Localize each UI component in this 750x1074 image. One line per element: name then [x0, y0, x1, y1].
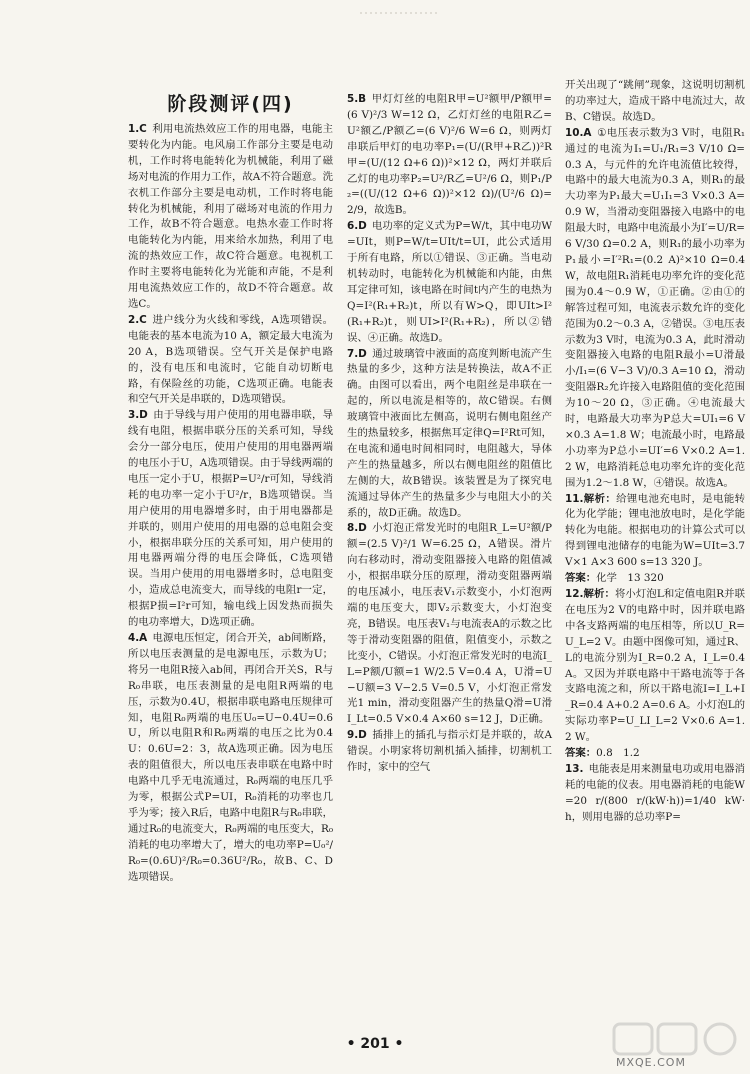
answer-text: ①电压表示数为3 V时，电阻R₁通过的电流为I₁=U₁/R₁=3 V/10 Ω=0.3 A，与元件的允许电流值比较得，电路中的最大电流为0.3 A，则R₁的最大功率为P₁最大=U₁I₁=3 V×0.3 A=0.9 W，当滑动变阻器接入电路中的电阻最大时，电路中电流最小为I′=U/R=6 V/30 Ω=0.2 A，则R₁的最小功率为P₁最小=I′²R₁=(0.2 A)²×10 Ω=0.4 W，故电阻R₁消耗电功率允许的变化范围为0.4～0.9 W，①正确。②由①的解答过程可知，电流表示数允许的变化范围为0.2～0.3 A，②错误。③电压表示数为3 V时，电流为0.3 A，此时滑动变阻器接入电路的电阻R最小=U滑最小/I₁=(6 V−3 V)/0.3 A=10 Ω，滑动变阻器R₂允许接入电路阻值的变化范围为10～20 Ω，③正确。④电流最大时，电路最大功率为P总大=UI₁=6 V×0.3 A=1.8 W；电流最小时，电路最小功率为P总小=UI′=6 V×0.2 A=1.2 W，电路消耗总电功率允许的变化范围为1.2～1.8 W，④错误。故选A。 [565, 126, 745, 489]
answer-item [565, 587, 745, 746]
question-number: 3.D [128, 409, 148, 422]
answer-text: 进户线分为火线和零线，A选项错误。电能表的基本电流为10 A，额定最大电流为20 A，B选项错误。空气开关是保护电路的，没有电压和电流时，它能自动切断电路，有保险丝的功能，C选项正确。电能表和空气开关是串联的，D选项错误。 [128, 313, 333, 406]
watermark-text: MXQE.COM [616, 1056, 686, 1069]
answer-text: 电功率的定义式为P=W/t，其中电功W=UIt，则P=W/t=UIt/t=UI，此公式适用于所有电路，所以①错误、③正确。当电动机转动时，电能转化为机械能和内能，由焦耳定律可知，该电路在时间t内产生的电热为Q=I²(R₁+R₂)t，所以有W>Q，即UIt>I²(R₁+R₂)t，则UI>I²(R₁+R₂)，所以②错误、④正确。故选D。 [347, 220, 552, 344]
analysis-label: 解析： [583, 492, 617, 505]
question-number: 4.A [128, 632, 148, 644]
answer-item [128, 313, 333, 408]
answer-text: 电源电压恒定，闭合开关，ab间断路，所以电压表测量的是电源电压，示数为U；将另一电阻R接入ab间，再闭合开关S，R与R₀串联，电压表测量的是电阻R两端的电压，示数为0.4U，根据串联电路电压规律可知，电阻R₀两端的电压U₀=U−0.4U=0.6U，所以电阻R和R₀两端的电压之比为0.4U：0.6U=2：3，故A选项正确。因为电压表的阻值很大，所以电压表串联在电路中时电路中几乎无电流通过，R₀两端的电压几乎为零，根据公式P=UI，R₀消耗的功率也几乎为零；接入R后，电路中电阻R与R₀串联，通过R₀的电流变大，R₀两端的电压变大，R₀消耗的电功率增大了，增大的电功率P=U₀²/R₀=(0.6U)²/R₀=0.36U²/R₀，故B、C、D选项错误。 [128, 632, 333, 883]
answer-item [347, 92, 552, 219]
column-middle [347, 92, 552, 776]
question-number: 10.A [565, 126, 592, 139]
answer-item [347, 521, 552, 728]
answer-text: 小灯泡正常发光时的电阻R_L=U²额/P额=(2.5 V)²/1 W=6.25 Ω，A错误。滑片向右移动时，滑动变阻器接入电路的阻值减小，根据串联分压的原理，滑动变阻器两端的电压减小，电压表V₁示数变小，小灯泡两端的电压变大，即V₂示数变大，小灯泡变亮，B错误。电压表V₁与电流表A的示数之比等于滑动变阻器的阻值，阻值变小，示数之比变小，C错误。小灯泡正常发光时的电流I_L=P额/U额=1 W/2.5 V=0.4 A，U滑=U−U额=3 V−2.5 V=0.5 V，小灯泡正常发光1 min，滑动变阻器产生的热量Q滑=U滑I_Lt=0.5 V×0.4 A×60 s=12 J，D正确。 [347, 522, 552, 726]
analysis-label: 解析： [583, 588, 615, 600]
answer-label: 答案： [565, 572, 597, 585]
column-left [128, 92, 333, 886]
question-number: 7.D [347, 347, 367, 360]
column-right [565, 78, 745, 826]
page-number: • 201 • [346, 1036, 404, 1052]
answer-line [565, 746, 745, 762]
answer-item [128, 631, 333, 886]
answer-value: 化学 13 320 [596, 572, 664, 585]
question-number: 5.B [347, 93, 367, 105]
answer-item [347, 728, 552, 776]
answer-text: 开关出现了“跳闸”现象，这说明切割机的功率过大，造成干路中电流过大，故B、C错误。故选D。 [565, 79, 745, 123]
question-number: 11. [565, 492, 584, 505]
question-number: 12. [565, 588, 584, 600]
question-number: 2.C [128, 313, 147, 326]
section-title: 阶段测评(四) [167, 93, 294, 115]
top-scan-mark [360, 10, 440, 16]
question-number: 13. [565, 762, 584, 775]
answer-item [565, 492, 745, 572]
question-number: 6.D [347, 220, 367, 233]
answer-item [347, 347, 552, 522]
answer-text: 由于导线与用户使用的用电器串联，导线有电阻，根据串联分压的关系可知，导线会分一部分电压，使用户使用的用电器两端的电压小于U，A选项错误。由于导线两端的电压一定小于U，根据P=U²/r可知，导线消耗的电功率一定小于U²/r，B选项错误。当用户使用的用电器增多时，由于用电器都是并联的，则用户使用的用电器的总电阻会变小，根据串联分压的关系可知，用户使用的用电器两端分得的电压会降低，C选项错误。当用户使用的用电器增多时，总电阻变小，造成总电流变大，而导线的电阻r一定，根据P损=I²r可知，输电线上因发热而损失的电功率增大，D选项正确。 [128, 409, 333, 629]
answer-text: 通过玻璃管中液面的高度判断电流产生热量的多少，这种方法是转换法，故A不正确。由图可以看出，两个电阻丝是串联在一起的，所以电流是相等的，故C错误。右侧玻璃管中液面比左侧高，说明右侧电阻丝产生的热量较多，根据焦耳定律Q=I²Rt可知，在电流和通电时间相同时，电阻越大，导体产生的热量越多，所以右侧电阻丝的阻值比左侧的大，故B错误。该装置是为了探究电流通过导体产生的热量多少与电阻大小的关系的，故D正确。故选D。 [347, 347, 552, 519]
answer-item [128, 408, 333, 631]
answer-text: 插排上的插孔与指示灯是并联的，故A错误。小明家将切割机插入插排，切割机工作时，家中的空气 [347, 729, 552, 774]
answer-label: 答案： [565, 747, 597, 760]
question-number: 8.D [347, 522, 367, 535]
column-left-items [128, 122, 333, 886]
answer-text: 甲灯灯丝的电阻R甲=U²额甲/P额甲=(6 V)²/3 W=12 Ω，乙灯灯丝的电阻R乙=U²额乙/P额乙=(6 V)²/6 W=6 Ω，则两灯串联后甲灯的电功率P₁=(U/(R甲+R乙))²R甲=(U/(12 Ω+6 Ω))²×12 Ω，两灯并联后乙灯的电功率P₂=U²/R乙=U²/6 Ω，则P₁/P₂=((U/(12 Ω+6 Ω))²×12 Ω)/(U²/6 Ω)=2/9，故选B。 [347, 93, 552, 217]
question-number: 1.C [128, 123, 147, 135]
answer-item [565, 126, 745, 492]
question-number: 9.D [347, 729, 367, 742]
answer-item [128, 122, 333, 313]
answer-item [565, 78, 745, 126]
answer-line [565, 571, 745, 587]
answer-text: 将小灯泡L和定值电阻R并联在电压为2 V的电路中时，因并联电路中各支路两端的电压相等，所以U_R=U_L=2 V。由题中图像可知，通过R、L的电流分别为I_R=0.2 A，I_L=0.4 A。又因为并联电路中干路电流等于各支路电流之和，所以干路电流I=I_L+I_R=0.4 A+0.2 A=0.6 A。小灯泡L的实际功率P=U_LI_L=2 V×0.6 A=1.2 W。 [565, 588, 745, 744]
answer-value: 0.8 1.2 [596, 747, 640, 760]
column-middle-items [347, 92, 552, 776]
answer-text: 利用电流热效应工作的用电器，电能主要转化为内能。电风扇工作部分主要是电动机，工作时将电能转化为机械能，利用了磁场对电流的作用力工作，故A不符合题意。洗衣机工作部分主要是电动机，工作时将电能转化为机械能，利用了磁场对电流的作用力工作，故B不符合题意。电热水壶工作时将电能转化为内能，用来给水加热，利用了电流的热效应工作，故C符合题意。电视机工作时主要将电能转化为光能和声能，不是利用电流热效应工作的，故D不符合题意。故选C。 [128, 123, 333, 310]
column-right-items [565, 78, 745, 826]
answer-text: 电能表是用来测量电功或用电器消耗的电能的仪表。用电器消耗的电能W=20 r/(800 r/(kW·h))=1/40 kW·h，则用电器的总功率P= [565, 762, 745, 823]
answer-item [347, 219, 552, 346]
answer-text: 给锂电池充电时，是电能转化为化学能；锂电池放电时，是化学能转化为电能。根据电功的计算公式可以得到锂电池储存的电能为W=UIt=3.7 V×1 A×3 600 s=13 320 J。 [565, 492, 746, 569]
answer-item [565, 762, 745, 826]
